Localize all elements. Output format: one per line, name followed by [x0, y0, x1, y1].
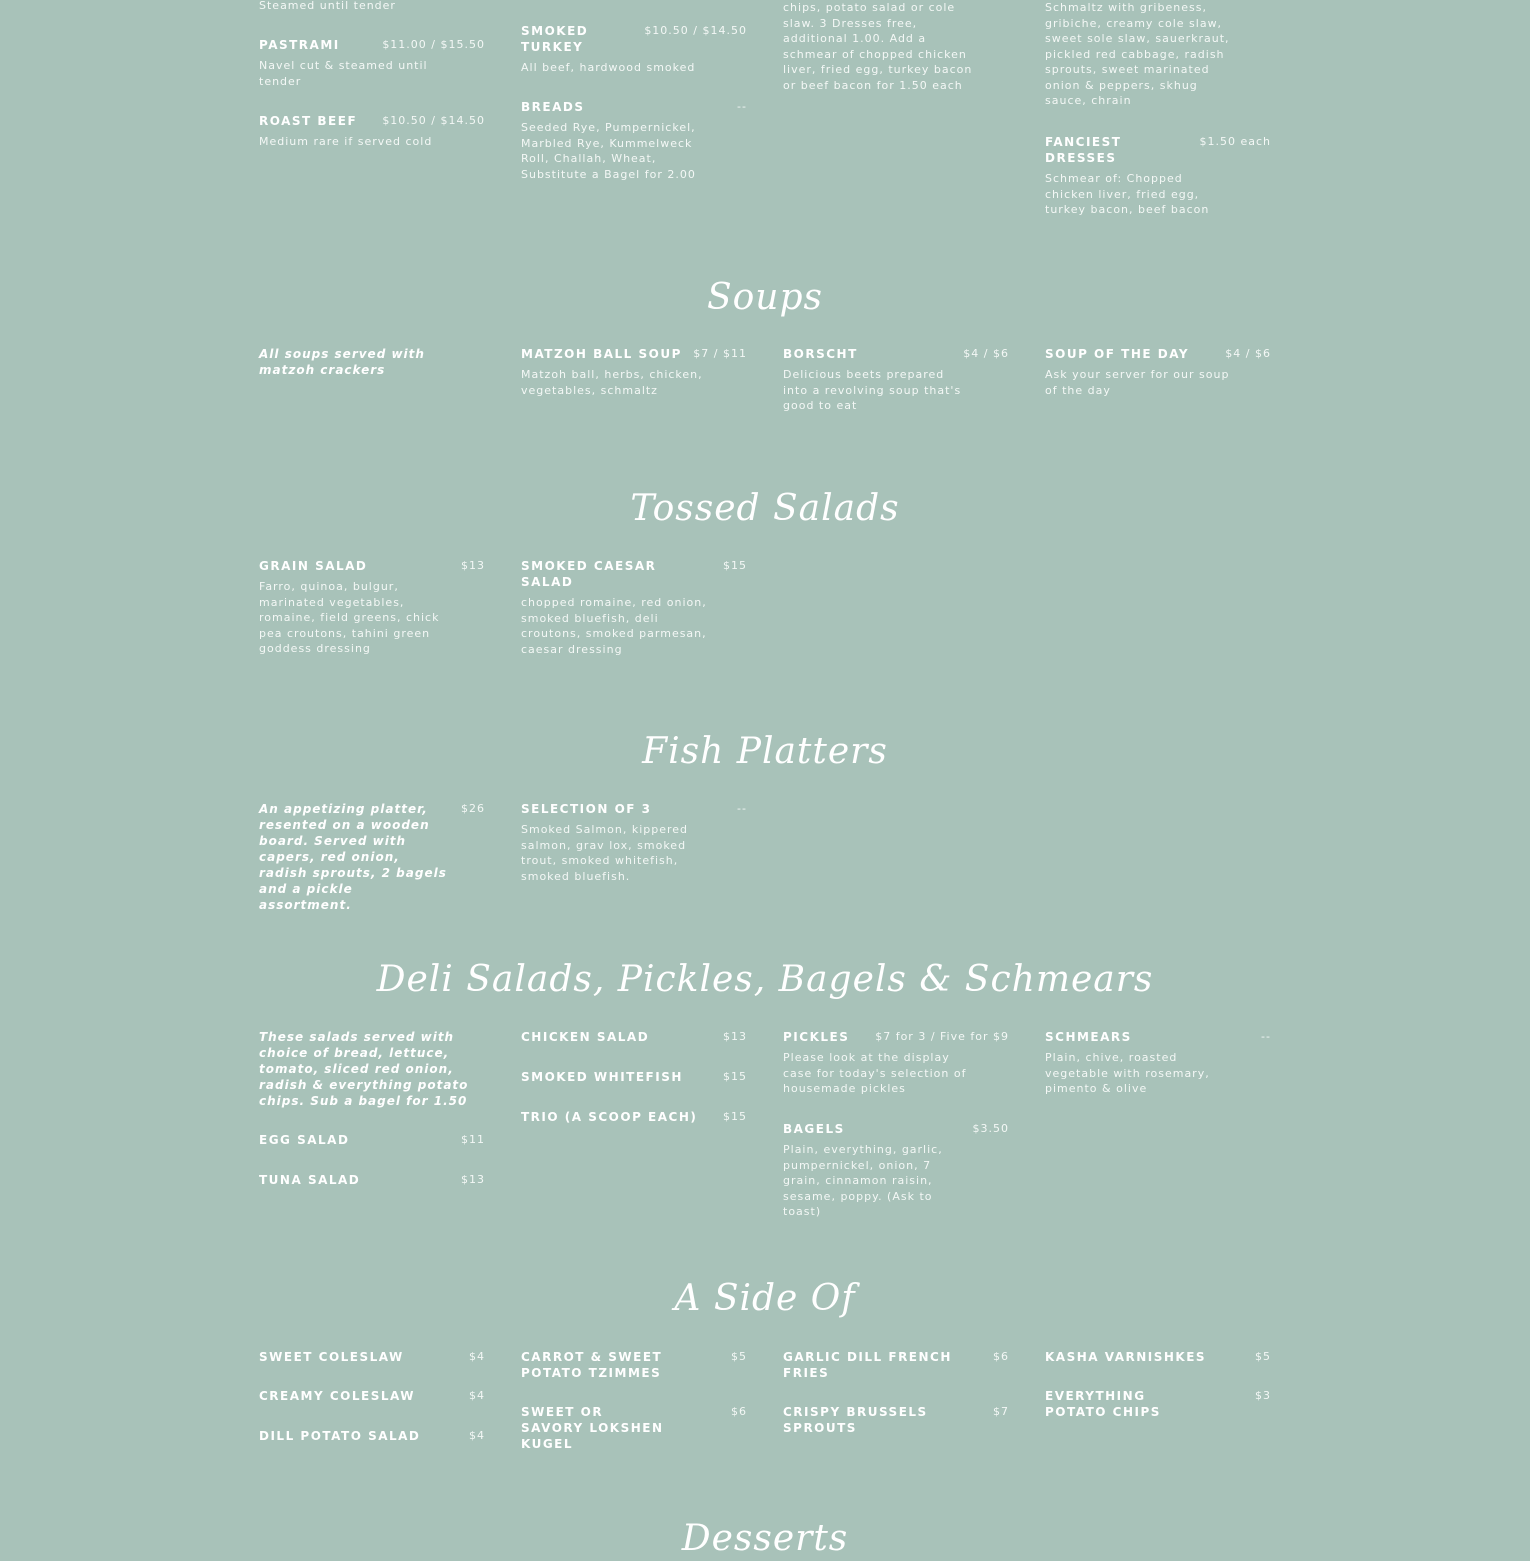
item-price: $6 — [993, 1350, 1009, 1363]
item-name: SWEET COLESLAW — [259, 1350, 404, 1364]
item-price: $3 — [1255, 1389, 1271, 1402]
item-description: Medium rare if served cold — [259, 135, 433, 148]
section-note: An appetizing platter, resented on a wooden board. Served with capers, red onion, radish sprouts, 2 bagels and a pickle assortment. — [259, 802, 447, 912]
section-heading-tossed-salads: Tossed Salads — [630, 488, 900, 529]
menu-item-selection-of-3 — [521, 801, 747, 884]
item-price: $4 — [469, 1350, 485, 1363]
section-heading-sides: A Side Of — [674, 1278, 856, 1319]
item-name: BREADS — [521, 100, 585, 114]
item-name: CARROT & SWEET POTATO TZIMMES — [521, 1350, 663, 1380]
item-price: $10.50 / $14.50 — [644, 24, 747, 37]
item-description: Schmear of: Chopped chicken liver, fried egg, turkey bacon, beef bacon — [1045, 172, 1210, 216]
item-description: All beef, hardwood smoked — [521, 61, 696, 74]
item-price: $5 — [1255, 1350, 1271, 1363]
menu-item-lokshen-kugel — [521, 1404, 747, 1452]
item-description: Ask your server for our soup of the day — [1045, 368, 1230, 397]
item-name: FANCIEST DRESSES — [1045, 135, 1122, 165]
section-heading-fish-platters: Fish Platters — [642, 731, 888, 772]
item-name: PICKLES — [783, 1030, 850, 1044]
fish-platter-note — [259, 801, 485, 913]
item-price: $15 — [723, 1110, 747, 1123]
item-price: $7 — [993, 1405, 1009, 1418]
item-price: $4 — [469, 1429, 485, 1442]
item-price: -- — [737, 802, 747, 815]
item-name: TUNA SALAD — [259, 1173, 361, 1187]
menu-item-soup-of-the-day — [1045, 346, 1271, 398]
item-name: KASHA VARNISHKES — [1045, 1350, 1207, 1364]
item-price: $11 — [461, 1133, 485, 1146]
item-name: SWEET OR SAVORY LOKSHEN KUGEL — [521, 1405, 664, 1451]
item-description: Steamed until tender — [259, 0, 396, 12]
menu-item-grain-salad — [259, 558, 485, 657]
item-price: $7 / $11 — [693, 347, 747, 360]
item-name: DILL POTATO SALAD — [259, 1429, 421, 1443]
deli-salads-note — [259, 1029, 485, 1109]
item-name: EVERYTHING POTATO CHIPS — [1045, 1389, 1161, 1419]
menu-item-dill-potato-salad — [259, 1428, 485, 1444]
item-price: $26 — [461, 802, 485, 815]
item-price: $13 — [461, 559, 485, 572]
item-price: $7 for 3 / Five for $9 — [875, 1030, 1009, 1043]
item-name: SMOKED TURKEY — [521, 24, 589, 54]
item-description: Schmaltz with gribeness, gribiche, creamy cole slaw, sweet sole slaw, sauerkraut, pickled red cabbage, radish sprouts, sweet marinated onion & peppers, skhug sauce, chrain — [1045, 1, 1230, 107]
item-description: Plain, everything, garlic, pumpernickel, onion, 7 grain, cinnamon raisin, sesame, poppy. (Ask to toast) — [783, 1143, 943, 1218]
menu-item-creamy-coleslaw — [259, 1388, 485, 1404]
item-name: CREAMY COLESLAW — [259, 1389, 415, 1403]
menu-item-sweet-coleslaw — [259, 1349, 485, 1365]
menu-item-chicken-salad — [521, 1029, 747, 1045]
menu-item-everything-potato-chips — [1045, 1388, 1271, 1420]
menu-item-borscht — [783, 346, 1009, 414]
section-heading-desserts: Desserts — [681, 1518, 849, 1559]
item-name: SMOKED WHITEFISH — [521, 1070, 683, 1084]
item-name: ROAST BEEF — [259, 114, 358, 128]
item-name: PASTRAMI — [259, 38, 340, 52]
sandwich-note — [783, 0, 1009, 93]
menu-item-smoked-turkey — [521, 23, 747, 76]
section-note: These salads served with choice of bread, lettuce, tomato, sliced red onion, radish & everything potato chips. Sub a bagel for 1.50 — [259, 1030, 469, 1108]
item-name: SMOKED CAESAR SALAD — [521, 559, 657, 589]
menu-item-egg-salad — [259, 1132, 485, 1148]
menu-item-fanciest-dresses — [1045, 134, 1271, 218]
item-name: SCHMEARS — [1045, 1030, 1132, 1044]
menu-item-breads — [521, 99, 747, 182]
menu-item-schmears — [1045, 1029, 1271, 1097]
item-price: -- — [1261, 1030, 1271, 1043]
item-price: $13 — [723, 1030, 747, 1043]
section-heading-soups: Soups — [706, 277, 824, 318]
item-price: -- — [737, 100, 747, 113]
item-description: Seeded Rye, Pumpernickel, Marbled Rye, Kummelweck Roll, Challah, Wheat, Substitute a Bagel for 2.00 — [521, 121, 696, 181]
item-price: $13 — [461, 1173, 485, 1186]
dresses-list — [1045, 0, 1271, 109]
item-name: CRISPY BRUSSELS SPROUTS — [783, 1405, 928, 1435]
item-price: $11.00 / $15.50 — [382, 38, 485, 51]
item-description: chopped romaine, red onion, smoked bluefish, deli croutons, smoked parmesan, caesar dressing — [521, 596, 707, 656]
item-name: EGG SALAD — [259, 1133, 350, 1147]
item-name: CHICKEN SALAD — [521, 1030, 650, 1044]
item-description: Plain, chive, roasted vegetable with rosemary, pimento & olive — [1045, 1051, 1210, 1095]
item-price: $10.50 / $14.50 — [382, 114, 485, 127]
item-description: Smoked Salmon, kippered salmon, grav lox, smoked trout, smoked whitefish, smoked bluefish. — [521, 823, 689, 883]
item-description: Farro, quinoa, bulgur, marinated vegetables, romaine, field greens, chick pea croutons, tahini green goddess dressing — [259, 580, 440, 655]
item-name: GARLIC DILL FRENCH FRIES — [783, 1350, 952, 1380]
item-name: MATZOH BALL SOUP — [521, 347, 682, 361]
menu-item-pastrami — [259, 37, 485, 89]
menu-item-kasha-varnishkes — [1045, 1349, 1271, 1365]
item-name: BAGELS — [783, 1122, 845, 1136]
menu-item-trio — [521, 1109, 747, 1125]
cut-description — [259, 0, 485, 14]
menu-item-brussels-sprouts — [783, 1404, 1009, 1436]
item-description: Navel cut & steamed until tender — [259, 59, 428, 88]
item-price: $4 / $6 — [1225, 347, 1271, 360]
item-description: Delicious beets prepared into a revolving soup that's good to eat — [783, 368, 962, 412]
item-price: $3.50 — [972, 1122, 1009, 1135]
menu-item-tuna-salad — [259, 1172, 485, 1188]
menu-item-garlic-dill-fries — [783, 1349, 1009, 1381]
item-description: Please look at the display case for today's selection of housemade pickles — [783, 1051, 967, 1095]
item-name: SELECTION OF 3 — [521, 802, 652, 816]
section-note: All soups served with matzoh crackers — [259, 347, 425, 377]
menu-item-bagels — [783, 1121, 1009, 1220]
item-name: GRAIN SALAD — [259, 559, 368, 573]
soups-note — [259, 346, 485, 378]
item-price: $15 — [723, 1070, 747, 1083]
item-price: $4 / $6 — [963, 347, 1009, 360]
menu-item-tzimmes — [521, 1349, 747, 1381]
section-heading-deli-salads: Deli Salads, Pickles, Bagels & Schmears — [376, 959, 1154, 1000]
item-price: $15 — [723, 559, 747, 572]
item-description: chips, potato salad or cole slaw. 3 Dresses free, additional 1.00. Add a schmear of chopped chicken liver, fried egg, turkey bacon or beef bacon for 1.50 each — [783, 1, 973, 92]
item-price: $6 — [731, 1405, 747, 1418]
item-price: $4 — [469, 1389, 485, 1402]
item-name: SOUP OF THE DAY — [1045, 347, 1190, 361]
item-price: $1.50 each — [1199, 135, 1271, 148]
item-description: Matzoh ball, herbs, chicken, vegetables, schmaltz — [521, 368, 703, 397]
menu-item-roast-beef — [259, 113, 485, 150]
menu-item-pickles — [783, 1029, 1009, 1097]
menu-item-smoked-caesar-salad — [521, 558, 747, 657]
item-name: TRIO (A SCOOP EACH) — [521, 1110, 698, 1124]
menu-item-matzoh-ball-soup — [521, 346, 747, 398]
item-name: BORSCHT — [783, 347, 858, 361]
item-price: $5 — [731, 1350, 747, 1363]
menu-item-smoked-whitefish — [521, 1069, 747, 1085]
